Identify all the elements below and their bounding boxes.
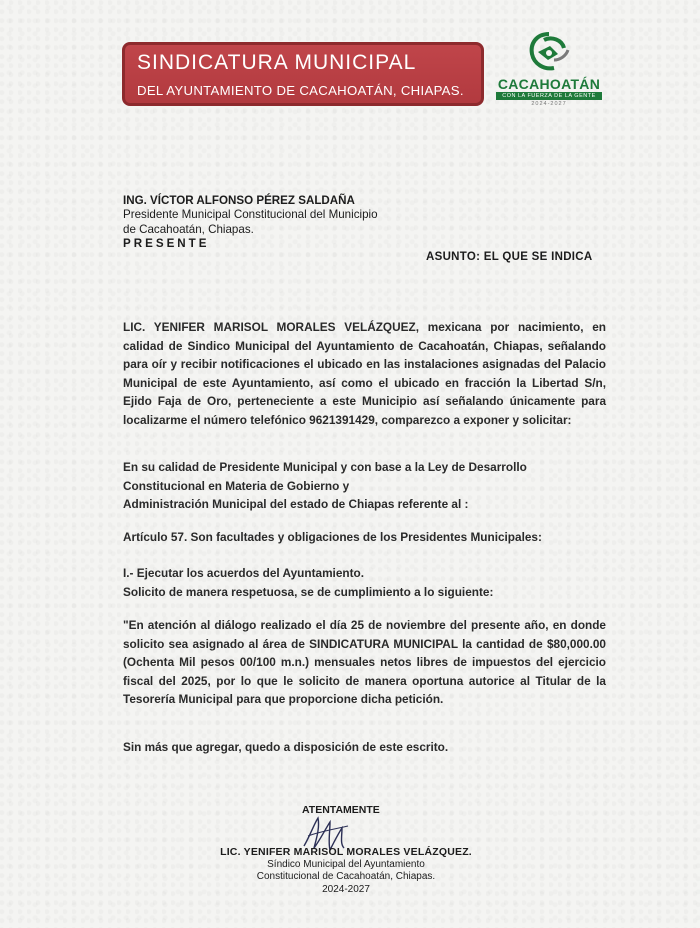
recipient-block <box>123 194 378 251</box>
logo-tagline: CON LA FUERZA DE LA GENTE <box>496 92 602 100</box>
signer-title-line1: Síndico Municipal del Ayuntamiento <box>267 858 425 870</box>
signature-block <box>212 846 480 896</box>
logo-period: 2024-2027 <box>531 101 567 107</box>
recipient-title-line1: Presidente Municipal Constitucional del Municipio <box>123 208 378 222</box>
legal-basis-line2: Constitucional en Materia de Gobierno y <box>123 478 350 493</box>
recipient-name: ING. VÍCTOR ALFONSO PÉREZ SALDAÑA <box>123 194 355 207</box>
signer-title-line2: Constitucional de Cacahoatán, Chiapas. <box>256 871 436 882</box>
subject-line: ASUNTO: EL QUE SE INDICA <box>426 251 593 263</box>
request-line1: I.- Ejecutar los acuerdos del Ayuntamiento. <box>123 566 365 580</box>
logo-wordmark: CACAHOATÁN <box>497 76 601 92</box>
paragraph-legal-basis <box>123 458 606 514</box>
paragraph-closing: Sin más que agregar, quedo a disposición de este escrito. <box>123 740 449 754</box>
recipient-title-line2: de Cacahoatán, Chiapas. <box>123 222 254 236</box>
recipient-present: PRESENTE <box>123 236 210 250</box>
signer-name: LIC. YENIFER MARISOL MORALES VELÁZQUEZ. <box>220 846 472 858</box>
signer-period: 2024-2027 <box>322 883 370 895</box>
paragraph-intro: LIC. YENIFER MARISOL MORALES VELÁZQUEZ, mexicana por nacimiento, en calidad de Sindico Municipal del Ayuntamiento de Cacahoatán, Chiapas, señalando para oír y recibir notificaciones el ubicado en las instalaciones asignadas del Palacio Municipal de este Ayuntamiento, así como el ubicado en fracción la Libertad S/n, Ejido Faja de Oro, perteneciente a este Municipio así señalando únicamente para localizarme el número telefónico 9621391429, comparezco a exponer y solicitar: <box>123 320 606 427</box>
banner-title: SINDICATURA MUNICIPAL <box>137 51 417 74</box>
closing-salutation: ATENTAMENTE <box>302 804 380 816</box>
request-line2: Solicito de manera respetuosa, se de cumplimiento a lo siguiente: <box>123 584 494 599</box>
legal-basis-line3: Administración Municipal del estado de Chiapas referente al : <box>123 497 469 511</box>
header-banner <box>122 42 484 106</box>
municipality-logo <box>494 30 604 110</box>
paragraph-petition: "En atención al diálogo realizado el día 25 de noviembre del presente año, en donde solicito sea asignado al área de SINDICATURA MUNICIPAL la cantidad de $80,000.00 (Ochenta Mil pesos 00/100 m.n.) mensuales netos libres de impuestos del ejercicio fiscal del 2025, por lo que le solicito de manera oportuna autorice al Titular de la Tesorería Municipal para que proporcione dicha petición. <box>123 618 606 706</box>
paragraph-article: Artículo 57. Son facultades y obligaciones de los Presidentes Municipales: <box>123 530 542 544</box>
legal-basis-line1: En su calidad de Presidente Municipal y con base a la Ley de Desarrollo <box>123 460 527 474</box>
logo-emblem-icon <box>524 30 574 74</box>
paragraph-request <box>123 564 606 601</box>
banner-subtitle: DEL AYUNTAMIENTO DE CACAHOATÁN, CHIAPAS. <box>137 83 464 98</box>
